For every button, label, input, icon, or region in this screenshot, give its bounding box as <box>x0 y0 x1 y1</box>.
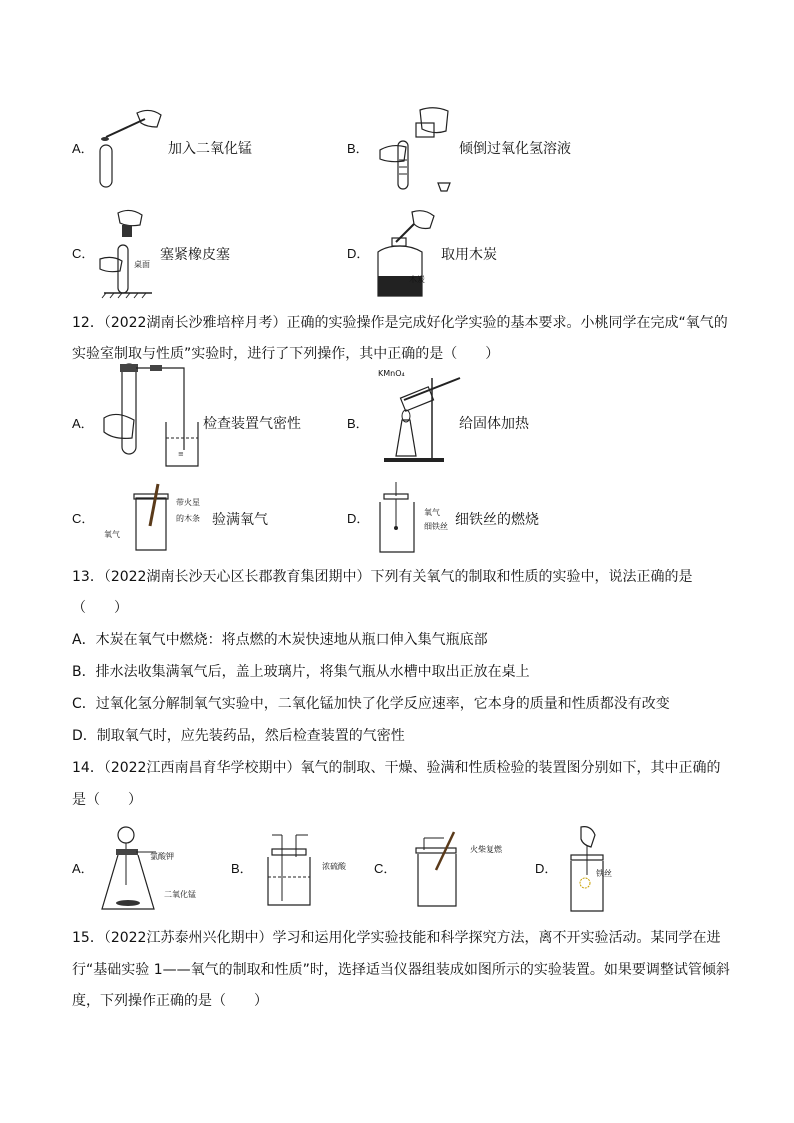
q14-stem-line2: 是（ ） <box>72 792 142 808</box>
q14-a-figure <box>98 825 178 915</box>
q12-option-b-letter[interactable]: B． <box>347 416 369 431</box>
q12-b-fig-label: KMnO₄ <box>378 369 405 378</box>
q12-b-figure <box>374 372 464 467</box>
q11-option-a-text: 加入二氧化锰 <box>168 141 252 157</box>
q12-option-a-text: 检查装置气密性 <box>203 416 301 432</box>
q13-option-b[interactable]: B．排水法收集满氧气后，盖上玻璃片，将集气瓶从水槽中取出正放在桌上 <box>72 664 530 680</box>
q12-c-fig-label3: 氧气 <box>104 530 120 539</box>
q13-stem-line1: 13．（2022湖南长沙天心区长郡教育集团期中）下列有关氧气的制取和性质的实验中，说法正确的是 <box>72 569 693 585</box>
q11-option-d-letter[interactable]: D． <box>347 246 370 261</box>
q14-a-fig-label1: 氯酸钾 <box>150 852 174 861</box>
q14-a-fig-label2: 二氧化锰 <box>164 890 196 899</box>
q12-c-fig-label1: 带火星 <box>176 498 200 507</box>
q12-option-a-letter[interactable]: A． <box>72 416 94 431</box>
q12-option-d-text: 细铁丝的燃烧 <box>455 512 539 528</box>
q12-option-d-letter[interactable]: D． <box>347 511 370 526</box>
q11-option-a-letter[interactable]: A． <box>72 141 94 156</box>
q12-option-c-letter[interactable]: C． <box>72 511 95 526</box>
q11-option-b-text: 倾倒过氧化氢溶液 <box>459 141 571 157</box>
q13-option-d[interactable]: D．制取氧气时，应先装药品，然后检查装置的气密性 <box>72 728 405 744</box>
q11-b-figure <box>372 105 462 195</box>
q12-option-c-text: 验满氧气 <box>212 512 268 528</box>
q12-d-figure <box>376 482 426 557</box>
q12-d-fig-label1: 氧气 <box>424 508 440 517</box>
q12-stem-line2: 实验室制取与性质”实验时，进行了下列操作，其中正确的是（ ） <box>72 346 500 362</box>
q11-a-figure <box>95 105 165 190</box>
q14-option-d-letter[interactable]: D． <box>535 861 558 876</box>
q13-option-a[interactable]: A．木炭在氧气中燃烧：将点燃的木炭快速地从瓶口伸入集气瓶底部 <box>72 632 488 648</box>
svg-text:≡: ≡ <box>178 450 184 458</box>
q11-d-fig-label: 木炭 <box>409 275 425 284</box>
q11-option-d-text: 取用木炭 <box>441 247 497 263</box>
q14-c-figure <box>410 830 470 910</box>
q11-option-c-letter[interactable]: C． <box>72 246 95 261</box>
q11-d-figure <box>372 208 442 298</box>
q15-stem-line3: 度，下列操作正确的是（ ） <box>72 993 268 1009</box>
q11-c-figure <box>96 205 166 300</box>
q14-option-a-letter[interactable]: A． <box>72 861 94 876</box>
q14-b-figure <box>262 835 322 910</box>
q14-b-fig-label1: 浓硫酸 <box>322 862 346 871</box>
q15-stem-line1: 15．（2022江苏泰州兴化期中）学习和运用化学实验技能和科学探究方法，离不开实验活动。某同学在进 <box>72 930 721 946</box>
q11-c-fig-label: 桌面 <box>134 260 150 269</box>
q14-stem-line1: 14．（2022江西南昌育华学校期中）氧气的制取、干燥、验满和性质检验的装置图分别如下，其中正确的 <box>72 760 721 776</box>
q12-a-figure <box>100 360 210 470</box>
q12-d-fig-label2: 细铁丝 <box>424 522 448 531</box>
q12-option-b-text: 给固体加热 <box>459 416 529 432</box>
q14-option-b-letter[interactable]: B． <box>231 861 253 876</box>
q13-option-c[interactable]: C．过氧化氢分解制氧气实验中，二氧化锰加快了化学反应速率，它本身的质量和性质都没有改变 <box>72 696 670 712</box>
q15-stem-line2: 行“基础实验 1——氧气的制取和性质”时，选择适当仪器组装成如图所示的实验装置。如果要调整试管倾斜 <box>72 962 730 978</box>
q14-option-c-letter[interactable]: C． <box>374 861 397 876</box>
q14-d-fig-label1: 铁丝 <box>596 869 612 878</box>
q11-option-c-text: 塞紧橡皮塞 <box>160 247 230 263</box>
q13-stem-line2: （ ） <box>72 600 128 616</box>
q14-c-fig-label1: 火柴复燃 <box>470 845 502 854</box>
q11-option-b-letter[interactable]: B． <box>347 141 369 156</box>
q12-stem-line1: 12．（2022湖南长沙雅培梓月考）正确的实验操作是完成好化学实验的基本要求。小桃同学在完成“氧气的 <box>72 315 728 331</box>
q12-c-fig-label2: 的木条 <box>176 514 200 523</box>
